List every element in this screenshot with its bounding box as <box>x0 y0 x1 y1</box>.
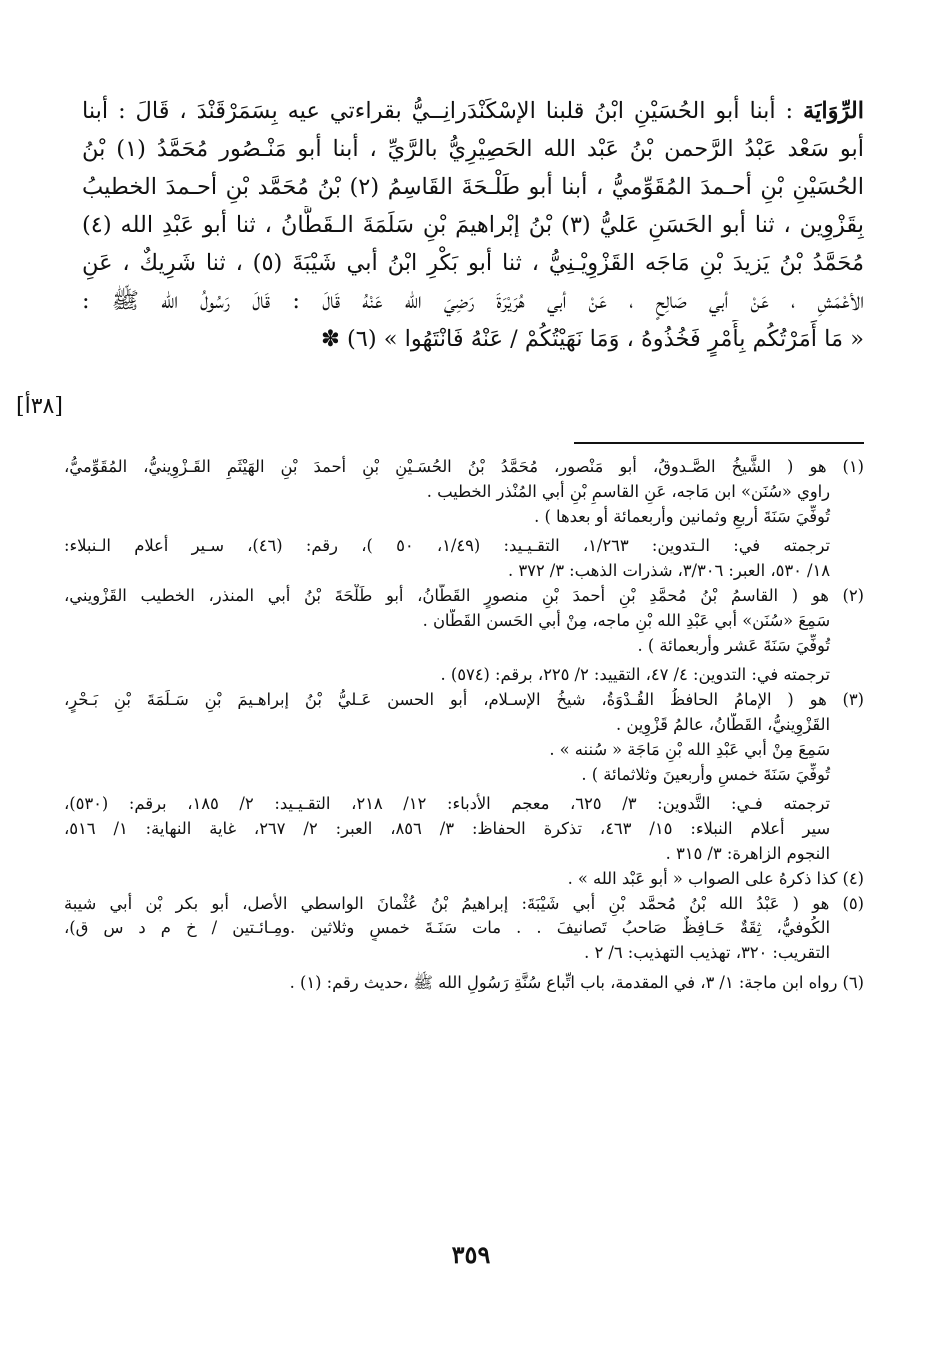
footnote-3-sources: ترجمته فـي: التَّدوين: ٣/ ٦٢٥، معجم الأدباء: ١٢/ ٢١٨، التقـيـيد: ٢/ ١٨٥، برقم: (٥٣٠)، <box>64 794 830 814</box>
footnote-3-sources: النجوم الزاهرة: ٣/ ٣١٥ . <box>665 843 830 863</box>
main-text <box>82 92 864 358</box>
footnote-3-line: (٣) هو ( الإمامُ الحافظُ القُـدْوَةُ، شيخُ الإسـلام، أبو الحسن عَـليُّ بْنُ إبراهـيمَ بْنِ سَـلَمَةَ بْنِ بَـحْرٍ، <box>64 690 864 710</box>
footnote-3-line: سَمِعَ مِنْ أبي عَبْدِ الله بْنِ مَاجَة « سُننه » . <box>549 739 830 759</box>
footnote-1-line: راوي «سُنَن» ابن مَاجه، عَنِ القاسمِ بْنِ أبي المُنْذر الخطيب . <box>426 481 830 501</box>
riwaya-label: الرِّوَايَة <box>803 98 864 124</box>
footnote-6-line: (٦) رواه ابن ماجة: ١/ ٣، في المقدمة، باب اتِّباع سُنَّةِ رَسُولِ الله ﷺ ،حديث رقم: (١) . <box>289 972 864 992</box>
footnote-3-line: تُوفِّيَ سَنَةَ خمسٍ وأربعينَ وثلاثمائة ) . <box>581 764 830 784</box>
footnote-2-line: سَمِعَ «سُنَن» أبي عَبْدِ الله بْنِ ماجه، مِنْ أبي الحَسن القَطَّان . <box>422 610 830 630</box>
footnote-2-line: (٢) هو ( القاسمُ بْنُ مُحمَّدِ بْنِ أحمدَ بْنِ منصورٍ القَطَّانُ، أبو طَلْحَةَ بْنُ أبي المنذر، الخطيب القَزْويني، <box>64 585 864 605</box>
hadith-quote-line: « مَا أَمَرْتُكُم بِأَمْرٍ فَخُذُوهُ ، وَمَا نَهَيْتُكُمْ / عَنْهُ فَانْتَهُوا » (٦) ✽ <box>320 326 864 352</box>
main-text-line <box>82 92 864 130</box>
footnote-5-line: الكُوفيُّ، ثِقَةٌ حَـافِظٌ صَاحبُ تَصانيفَ . . مات سَنَـةَ خمسٍ وثلاثين .ومِـائـتين / خ م د س ق)، <box>64 918 830 938</box>
footnote-1-line: (١) هو ( الشَّيخُ الصَّـدوقُ، أبو مَنْصور، مُحَمَّدُ بْنُ الحُسَـيْنِ بْنِ أحمدَ بْنِ الهَيْثَمِ القَـزْوِينيُّ، المُقَوِّميُّ، <box>64 457 864 476</box>
main-text-line: مُحَمَّدُ بْنُ يَزيدَ بْنِ مَاجَه القَزْوِيْـنِيُّ ، ثنا أبو بَكْرِ ابْنُ أبي شَيْبَةَ (٥) ، ثنا شَرِيكٌ ، عَنِ <box>82 250 864 276</box>
footnotes <box>64 455 864 996</box>
footnote-4-line: (٤) كذا ذكرهُ على الصواب « أبو عَبْد الله » . <box>567 868 864 888</box>
main-text-line: الحُسَيْنِ بْنِ أحـمدَ المُقَوِّميُّ ، أبنا أبو طَلْـحَةَ القَاسِمُ (٢) بْنُ مُحَمَّد بْنِ أحـمدَ الخطيبُ <box>82 174 864 200</box>
footnote-separator <box>574 442 864 444</box>
manuscript-folio-ref: [٣٨أ] <box>16 394 63 419</box>
footnote-2-sources: ترجمته في: التدوين: ٤/ ٤٧، التقييد: ٢/ ٢٢٥، برقم: (٥٧٤) . <box>440 665 830 685</box>
footnote-3-sources: سير أعلام النبلاء: ١٥/ ٤٦٣، تذكرة الحفاظ: ٣/ ٨٥٦، العبر: ٢/ ٢٦٧، غاية النهاية: ١/ ٥١٦، <box>64 819 830 839</box>
main-text-line: أبو سَعْد عَبْدُ الرَّحمن بْنُ عَبْد الله الحَصِيْرِيُّ بالرَّيِّ ، أبنا أبو مَنْـصُور مُحَمَّدُ (١) بْنُ <box>82 136 864 162</box>
main-text-line: الأعْمَشِ ، عَنْ أبي صَالِحٍ ، عَنْ أبي هُرَيْرَةَ رَضِيَ الله عَنْهُ قَالَ : قَالَ رَسُولُ الله ﷺ : <box>82 288 864 314</box>
footnote-5-line: (٥) هو ( عَبْدُ الله بْنُ مُحمَّد بْنِ أبي شَيْبَةَ: إبراهيمُ بْنُ عُثْمانَ الواسطي الأصل، أبو بكر بْن أبي شيبة <box>64 893 864 913</box>
footnote-1-sources: ١٨/ ٥٣٠، العبر: ٣/٣٠٦، شذرات الذهب: ٣/ ٣٧٢ . <box>507 561 830 581</box>
main-text-line: بِقَزْوِين ، ثنا أبو الحَسَنِ عَليُّ (٣) بْنُ إبْراهيمَ بْنِ سَلَمَةَ الـقَطَّانُ ، ثنا أبو عَبْدِ الله (٤) <box>82 212 864 238</box>
footnote-1-sources: ترجمته في: الـتدوين: ١/٢٦٣، التقـيـيد: (١/٤٩، ٥٠ )، رقم: (٤٦)، سـير أعلام الـنبلاء: <box>64 536 830 556</box>
footnote-3-line: القَزْوِينيُّ، القَطَّانُ، عالمُ قَزْوِين . <box>616 714 830 734</box>
main-text-line-rest: : أبنا أبو الحُسَيْنِ ابْنُ قلبنا الإسْكَنْدَرانِــيُّ بقراءتي عيه بِسَمَرْقَنْدَ ، قَالَ : أبنا <box>82 98 794 124</box>
footnote-1-line: تُوفِّيَ سَنَةَ أربعٍ وثمانين وأربعمائة أو بعدها ) . <box>534 506 830 526</box>
page-number: ٣٥٩ <box>451 1240 491 1269</box>
footnote-2-line: تُوفِّيَ سَنَةَ عَشر وأربعمائة ) . <box>637 635 830 655</box>
footnote-5-sources: التقريب: ٣٢٠، تهذيب التهذيب: ٦/ ٢ . <box>584 943 830 963</box>
